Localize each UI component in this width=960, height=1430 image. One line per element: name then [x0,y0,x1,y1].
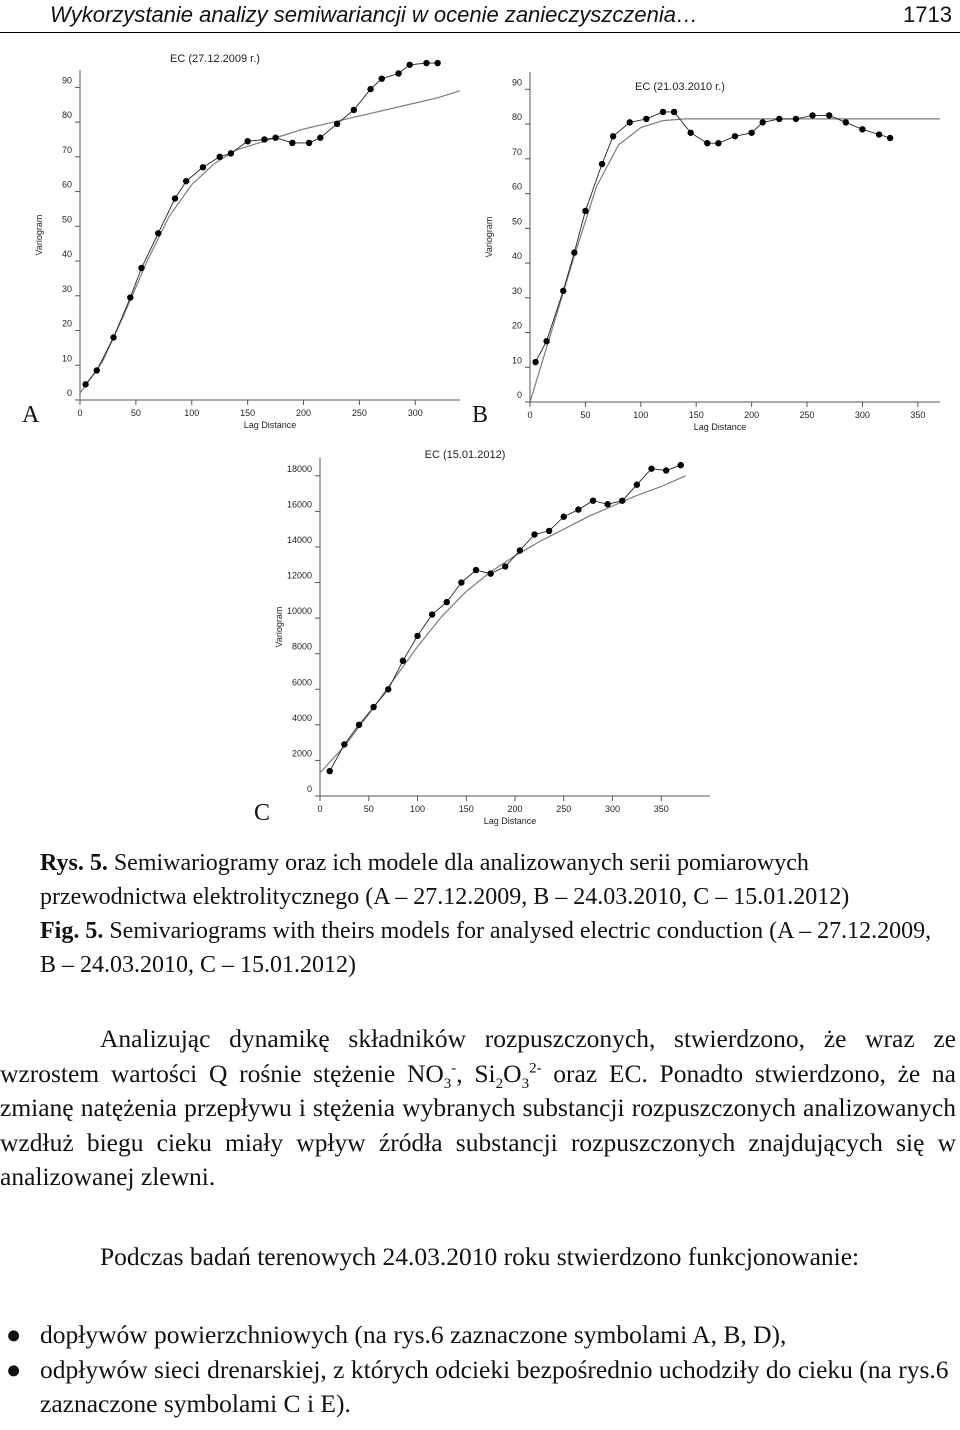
x-tick-label: 300 [854,410,870,420]
data-point [532,359,538,365]
y-axis-label: Variogram [484,216,494,258]
y-axis-label: Variogram [274,606,284,648]
y-tick-label: 10 [511,355,522,366]
data-point [473,567,479,573]
chart-title: EC (21.03.2010 r.) [635,81,725,93]
caption-label-en: Fig. 5. [40,918,104,944]
data-point [660,109,666,115]
x-tick-label: 50 [580,410,591,420]
caption-text-pl: Semiwariogramy oraz ich modele dla analizowanych serii pomiarowych przewodnictwa elektrolitycznego (A – 27.12.2009, B – 24.03.2010, C – 15.01.2012) [40,850,850,910]
y-tick-label: 16000 [286,499,312,510]
data-point [704,140,710,146]
x-tick-label: 300 [604,804,621,814]
x-tick-label: 250 [351,408,367,418]
data-point [643,116,649,122]
running-title: Wykorzystanie analizy semiwariancji w ocenie zanieczyszczenia… [50,2,699,27]
data-point [183,178,189,184]
x-tick-label: 200 [507,804,523,814]
model-line [320,476,686,773]
data-point [434,60,440,66]
data-point [715,140,721,146]
data-point [127,294,133,300]
data-point [370,704,376,710]
list-item [0,1318,956,1353]
data-point [261,136,267,142]
p1-no-sub: 3 [443,1075,452,1092]
y-tick-label: 0 [66,388,72,398]
x-tick-label: 300 [407,408,423,418]
data-point [341,741,347,747]
data-point [604,501,610,507]
p1-comma: , Si [456,1058,496,1088]
data-point [395,70,401,76]
running-header [0,0,960,33]
y-tick-label: 20 [61,318,72,329]
x-tick-label: 150 [688,410,704,420]
chart-b [470,40,950,440]
y-tick-label: 18000 [286,463,312,474]
y-tick-label: 4000 [291,712,312,723]
figure-caption-pl [40,846,940,914]
y-tick-label: 30 [61,283,72,294]
experimental-line [330,465,681,771]
bullet-text-2: odpływów sieci drenarskiej, z których odcieki bezpośrednio uchodziły do cieku (na rys.6 zaznaczone symbolami C i E). [40,1354,949,1418]
chart-title: EC (15.01.2012) [424,449,506,461]
model-line [530,119,940,402]
y-tick-label: 60 [511,181,522,192]
y-tick-label: 8000 [291,641,312,652]
data-point [356,722,362,728]
y-tick-label: 6000 [291,677,312,688]
data-point [172,195,178,201]
y-tick-label: 90 [61,75,72,86]
data-point [634,481,640,487]
p1-si-sub: 2 [495,1075,504,1092]
data-point [560,288,566,294]
y-tick-label: 80 [61,110,72,121]
data-point [876,131,882,137]
data-point [379,75,385,81]
data-point [671,109,677,115]
data-point [458,579,464,585]
data-point [82,381,88,387]
data-point [809,112,815,118]
bullet-icon: ● [6,1354,22,1384]
data-point [678,462,684,468]
data-point [859,126,865,132]
p1-o-sub: 3 [521,1075,530,1092]
data-point [327,768,333,774]
data-point [138,265,144,271]
chart-title: EC (27.12.2009 r.) [170,53,260,65]
data-point [429,611,435,617]
x-tick-label: 250 [799,410,815,420]
data-point [306,140,312,146]
x-tick-label: 100 [184,408,200,418]
panel-letter-c: C [254,800,271,826]
y-tick-label: 60 [61,179,72,190]
y-tick-label: 30 [511,285,522,296]
y-tick-label: 40 [61,249,72,260]
experimental-line [86,63,438,384]
list-item [0,1353,956,1422]
y-tick-label: 2000 [291,748,312,759]
bullet-icon: ● [6,1320,22,1349]
y-tick-label: 90 [511,77,522,88]
x-axis-label: Lag Distance [483,816,537,826]
data-point [760,119,766,125]
x-tick-label: 0 [317,804,323,814]
bullet-list [0,1318,956,1422]
x-axis-label: Lag Distance [243,420,297,430]
data-point [543,338,549,344]
x-axis-label: Lag Distance [693,422,747,432]
x-tick-label: 250 [556,804,572,814]
panel-letter-b: B [472,402,489,428]
data-point [590,497,596,503]
data-point [648,465,654,471]
data-point [367,86,373,92]
y-tick-label: 10 [61,353,72,364]
data-point [228,150,234,156]
p1-no-sup: - [451,1060,457,1076]
data-point [627,119,633,125]
data-point [843,119,849,125]
y-tick-label: 80 [511,112,522,123]
caption-text-en: Semivariograms with theirs models for analysed electric conduction (A – 27.12.2009, B – 24.03.2010, C – 15.01.2012) [40,918,932,978]
data-point [582,208,588,214]
bullet-text-1: dopływów powierzchniowych (na rys.6 zaznaczone symbolami A, B, D), [40,1320,787,1349]
figure-caption-en [40,914,940,982]
x-tick-label: 50 [363,804,374,814]
data-point [444,599,450,605]
x-tick-label: 0 [527,410,533,420]
data-point [571,249,577,255]
data-point [244,138,250,144]
data-point [414,633,420,639]
p1-o: O [503,1058,522,1088]
data-point [400,658,406,664]
data-point [155,230,161,236]
panel-letter-a: A [22,402,40,428]
data-point [887,135,893,141]
data-point [110,334,116,340]
x-tick-label: 100 [409,804,426,814]
y-tick-label: 40 [511,251,522,262]
data-point [793,116,799,122]
data-point [217,154,223,160]
y-tick-label: 50 [511,216,522,227]
data-point [748,130,754,136]
y-tick-label: 70 [61,144,72,155]
data-point [663,467,669,473]
data-point [385,686,391,692]
p1-start: Analizując dynamikę składników rozpuszczonych, stwierdzono, że wraz ze wzrostem wartości Q rośnie stężenie NO [0,1024,956,1088]
data-point [334,121,340,127]
experimental-line [536,112,891,362]
data-point [351,107,357,113]
y-tick-label: 0 [516,390,522,400]
x-tick-label: 50 [130,408,141,418]
data-point [272,135,278,141]
x-tick-label: 200 [744,410,760,420]
data-point [776,116,782,122]
data-point [423,60,429,66]
y-tick-label: 0 [306,784,312,794]
paragraph-1 [0,1022,956,1195]
data-point [599,161,605,167]
data-point [502,563,508,569]
caption-label-pl: Rys. 5. [40,850,108,876]
data-point [610,133,616,139]
y-tick-label: 10000 [286,606,312,617]
data-point [517,547,523,553]
y-axis-label: Variogram [34,214,44,256]
data-point [94,367,100,373]
data-point [619,497,625,503]
p1-o-sup: 2- [529,1060,542,1076]
y-tick-label: 12000 [286,570,312,581]
data-point [575,506,581,512]
data-point [687,130,693,136]
data-point [289,140,295,146]
x-tick-label: 150 [240,408,256,418]
p1-end: oraz EC. Ponadto stwierdzono, że na zmianę natężenia przepływu i stężenia wybranych substancji rozpuszczonych analizowanych wzdłuż biegu cieku miały wpływ źródła substancji rozpuszczonych znajdujących się w analizowanej zlewni. [0,1058,956,1191]
data-point [732,133,738,139]
x-tick-label: 0 [77,408,83,418]
data-point [407,62,413,68]
data-point [826,112,832,118]
x-tick-label: 100 [633,410,649,420]
x-tick-label: 200 [296,408,312,418]
page-number: 1713 [903,2,952,27]
data-point [200,164,206,170]
data-point [531,531,537,537]
chart-a [0,40,470,440]
y-tick-label: 50 [61,214,72,225]
model-line [80,91,460,393]
data-point [317,135,323,141]
x-tick-label: 150 [458,804,474,814]
paragraph-2: Podczas badań terenowych 24.03.2010 roku stwierdzono funkcjonowanie: [100,1242,860,1271]
y-tick-label: 14000 [286,534,312,545]
data-point [546,528,552,534]
y-tick-label: 20 [511,320,522,331]
y-tick-label: 70 [511,146,522,157]
x-tick-label: 350 [653,804,669,814]
data-point [487,570,493,576]
chart-c [240,440,720,840]
x-tick-label: 350 [910,410,926,420]
data-point [561,514,567,520]
